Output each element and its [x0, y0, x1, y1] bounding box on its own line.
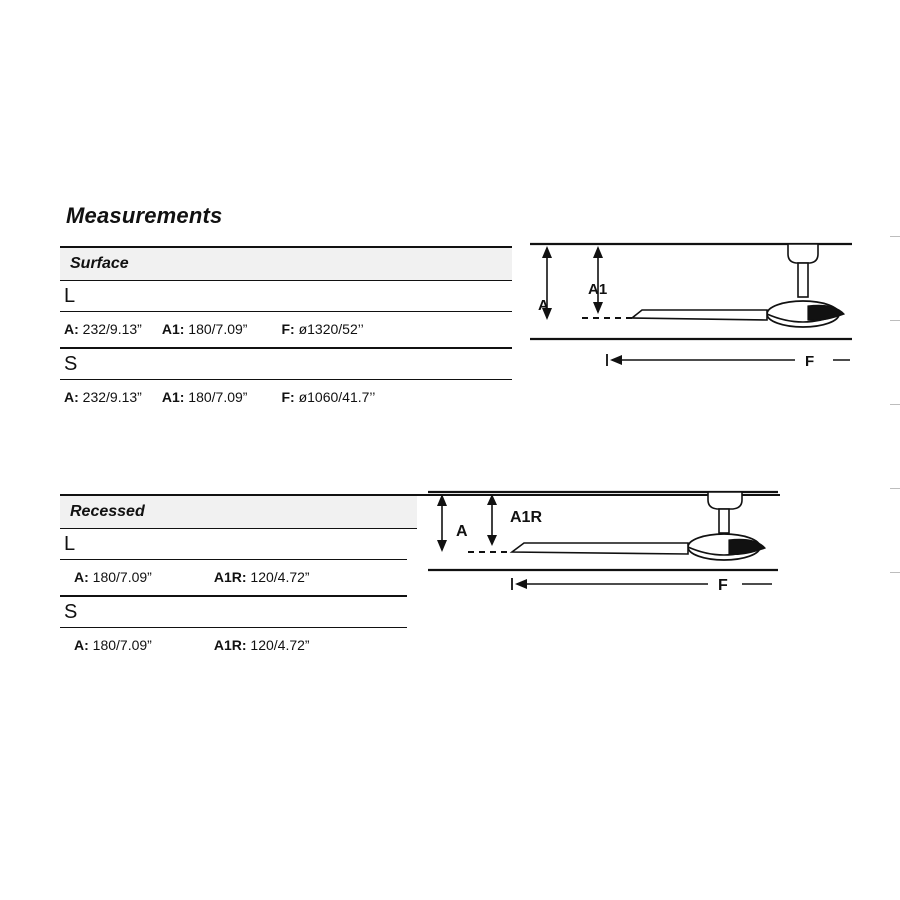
surface-row-size-l: L — [60, 281, 512, 312]
surface-mount-fan-diagram — [520, 236, 860, 376]
label-a1r: A1R: — [213, 569, 247, 585]
label-a: A: — [64, 321, 79, 337]
label-a1r: A1R: — [213, 637, 247, 653]
surface-values-l — [60, 312, 512, 349]
label-a1: A1: — [161, 321, 185, 337]
surface-section-header: Surface — [60, 246, 512, 281]
label-a: A: — [64, 389, 79, 405]
value-a: 180/7.09” — [92, 569, 152, 585]
value-a: 232/9.13” — [82, 321, 142, 337]
svg-text:A: A — [456, 523, 468, 540]
recessed-mount-fan-diagram — [420, 484, 790, 604]
label-a: A: — [74, 569, 89, 585]
surface-row-size-s: S — [60, 349, 512, 380]
recessed-row-size-s: S — [60, 597, 407, 628]
svg-text:A: A — [538, 297, 549, 314]
label-f: F: — [281, 321, 295, 337]
page-title: Measurements — [66, 203, 223, 228]
value-a1r: 120/4.72” — [250, 637, 310, 653]
surface-measurements-table — [60, 246, 512, 415]
recessed-row-size-l: L — [60, 529, 407, 560]
page-edge-marks — [886, 0, 900, 900]
recessed-section-header: Recessed — [60, 496, 417, 529]
value-f: ø1060/41.7’’ — [298, 389, 376, 405]
label-f: F: — [281, 389, 295, 405]
svg-text:F: F — [718, 577, 728, 594]
value-a: 232/9.13” — [82, 389, 142, 405]
value-a1r: 120/4.72” — [250, 569, 310, 585]
value-a1: 180/7.09” — [188, 389, 248, 405]
value-a1: 180/7.09” — [188, 321, 248, 337]
label-a: A: — [74, 637, 89, 653]
recessed-values-l — [60, 560, 407, 597]
surface-values-s — [60, 380, 512, 415]
value-f: ø1320/52’’ — [298, 321, 364, 337]
recessed-values-s — [60, 628, 407, 663]
value-a: 180/7.09” — [92, 637, 152, 653]
svg-text:A1: A1 — [588, 281, 608, 298]
svg-text:A1R: A1R — [510, 509, 543, 526]
label-a1: A1: — [161, 389, 185, 405]
svg-text:F: F — [805, 353, 815, 370]
